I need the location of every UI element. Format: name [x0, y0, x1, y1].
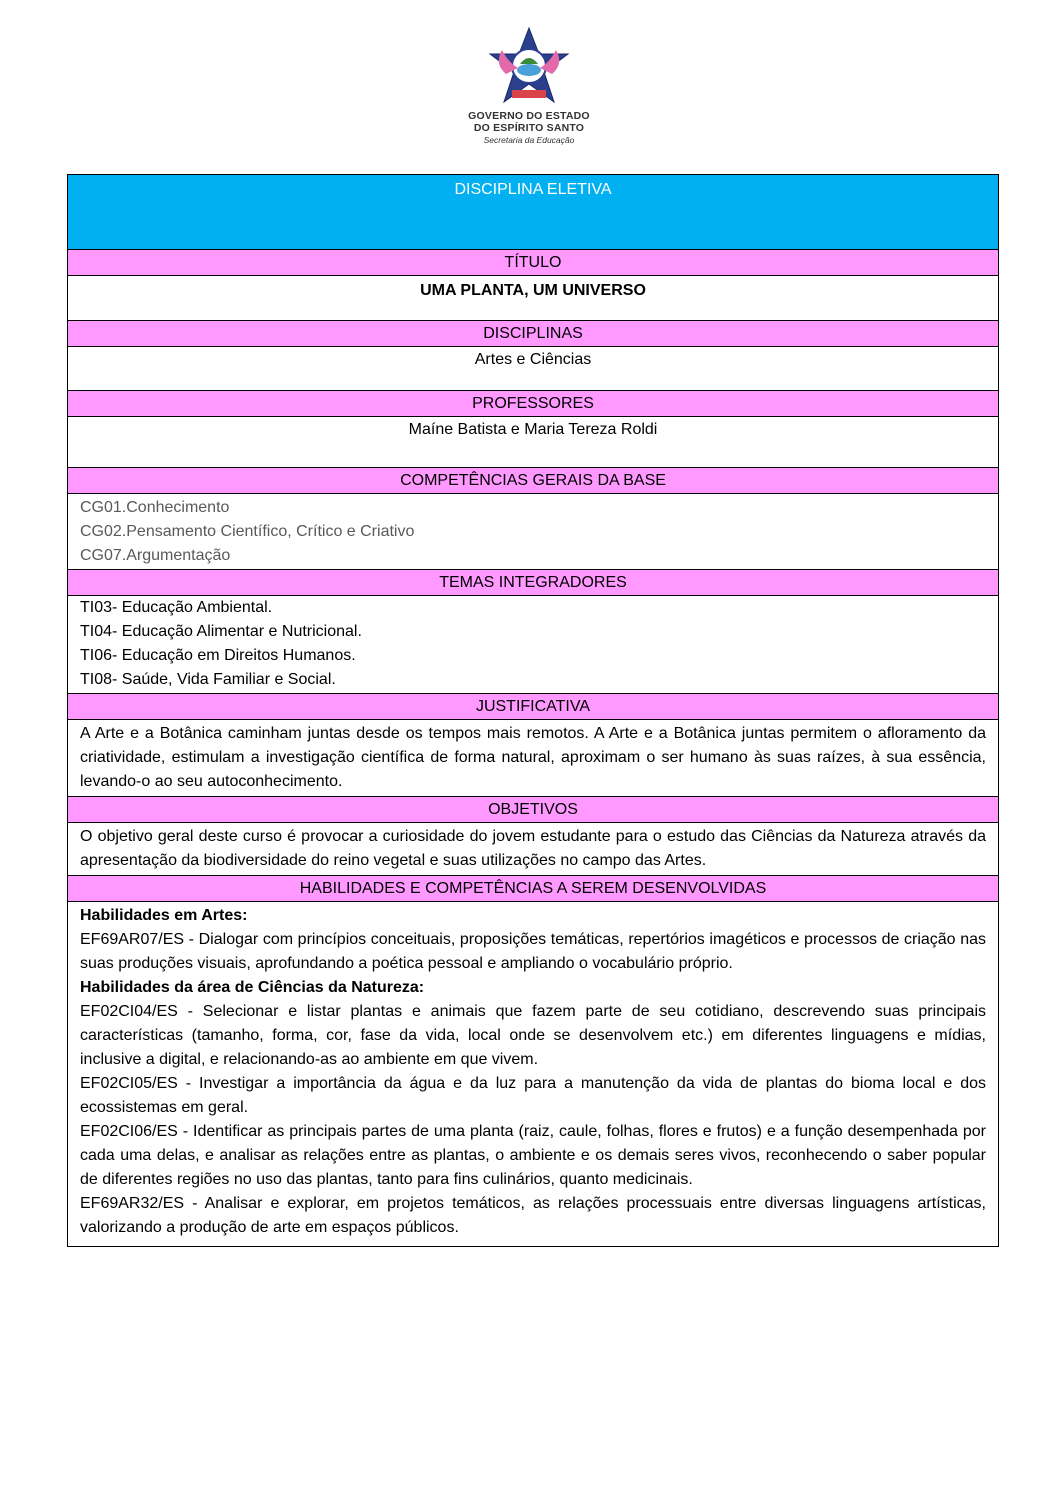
- professores-header: [68, 390, 998, 416]
- justificativa-header: [68, 693, 998, 719]
- type-header: DISCIPLINA ELETIVA: [68, 175, 998, 249]
- temas-label: TEMAS INTEGRADORES: [439, 574, 627, 591]
- coat-of-arms-icon: [484, 24, 574, 110]
- habilidades-body: [68, 901, 998, 1246]
- competencia-item: CG07.Argumentação: [80, 547, 231, 564]
- justificativa-text: A Arte e a Botânica caminham juntas desde os tempos mais remotos. A Arte e a Botânica juntas permitem o afloramento da criatividade, estimulam a investigação científica de forma natural, aproximam o ser humano às suas raízes, à sua essência, levando-o ao seu autoconhecimento.: [68, 719, 998, 796]
- habilidade-ef02ci05: EF02CI05/ES - Investigar a importância da água e da luz para a manutenção da vida de plantas do bioma local e dos ecossistemas em geral.: [80, 1075, 986, 1116]
- disciplinas-value: Artes e Ciências: [68, 346, 998, 390]
- page-header: [0, 24, 1058, 146]
- objetivos-label: OBJETIVOS: [488, 801, 578, 818]
- habilidade-ef02ci04: EF02CI04/ES - Selecionar e listar plantas e animais que fazem parte de seu cotidiano, descrevendo suas principais características (tamanho, forma, cor, fase da vida, local onde se desenvolvem etc.) em diferentes linguagens e mídias, inclusive a digital, e relacionando-as ao ambiente em que vivem.: [80, 1003, 986, 1068]
- tema-item: TI03- Educação Ambiental.: [80, 599, 273, 616]
- habilidade-ef02ci06: EF02CI06/ES - Identificar as principais partes de uma planta (raiz, caule, folhas, flores e frutos) e a função desempenhada por cada uma delas, e analisar as relações entre as plantas, o ambiente e os demais seres vivos, reconhecendo o saber popular de diferentes regiões no uso das plantas, tanto para fins culinários, quanto medicinais.: [80, 1123, 986, 1188]
- titulo-header: [68, 249, 998, 275]
- competencias-header: [68, 467, 998, 493]
- competencia-item: CG02.Pensamento Científico, Crítico e Criativo: [80, 523, 415, 540]
- habilidade-ef69ar07: EF69AR07/ES - Dialogar com princípios conceituais, proposições temáticas, repertórios imagéticos e processos de criação nas suas produções visuais, aprofundando a poética pessoal e ampliando o vocabulário próprio.: [80, 931, 986, 972]
- habilidades-ciencias-heading: Habilidades da área de Ciências da Natureza:: [80, 979, 425, 996]
- professores-label: PROFESSORES: [472, 395, 594, 412]
- objetivos-header: [68, 796, 998, 822]
- disciplinas-header: [68, 320, 998, 346]
- disciplinas-label: DISCIPLINAS: [483, 325, 583, 342]
- temas-header: [68, 569, 998, 595]
- habilidades-header: [68, 875, 998, 901]
- titulo-value: UMA PLANTA, UM UNIVERSO: [68, 275, 998, 320]
- justificativa-label: JUSTIFICATIVA: [475, 698, 591, 715]
- temas-list: [68, 595, 998, 693]
- titulo-label: TÍTULO: [504, 254, 562, 271]
- professores-value: Maíne Batista e Maria Tereza Roldi: [68, 416, 998, 467]
- secretaria-label: Secretaria da Educação: [483, 135, 575, 145]
- tema-item: TI08- Saúde, Vida Familiar e Social.: [80, 671, 336, 688]
- habilidade-ef69ar32: EF69AR32/ES - Analisar e explorar, em projetos temáticos, as relações processuais entre diversas linguagens artísticas, valorizando a produção de arte em espaços públicos.: [80, 1195, 986, 1236]
- competencias-list: [68, 493, 998, 569]
- tema-item: TI06- Educação em Direitos Humanos.: [80, 647, 356, 664]
- objetivos-text: O objetivo geral deste curso é provocar a curiosidade do jovem estudante para o estudo das Ciências da Natureza através da apresentação da biodiversidade do reino vegetal e suas utilizações no campo das Artes.: [68, 822, 998, 875]
- elective-form: [67, 174, 999, 1247]
- gov-line-1: GOVERNO DO ESTADO: [468, 110, 590, 122]
- gov-line-2: DO ESPÍRITO SANTO: [473, 122, 585, 134]
- competencias-label: COMPETÊNCIAS GERAIS DA BASE: [400, 472, 666, 489]
- tema-item: TI04- Educação Alimentar e Nutricional.: [80, 623, 362, 640]
- habilidades-artes-heading: Habilidades em Artes:: [80, 907, 248, 924]
- habilidades-label: HABILIDADES E COMPETÊNCIAS A SEREM DESENVOLVIDAS: [299, 880, 767, 897]
- competencia-item: CG01.Conhecimento: [80, 499, 230, 516]
